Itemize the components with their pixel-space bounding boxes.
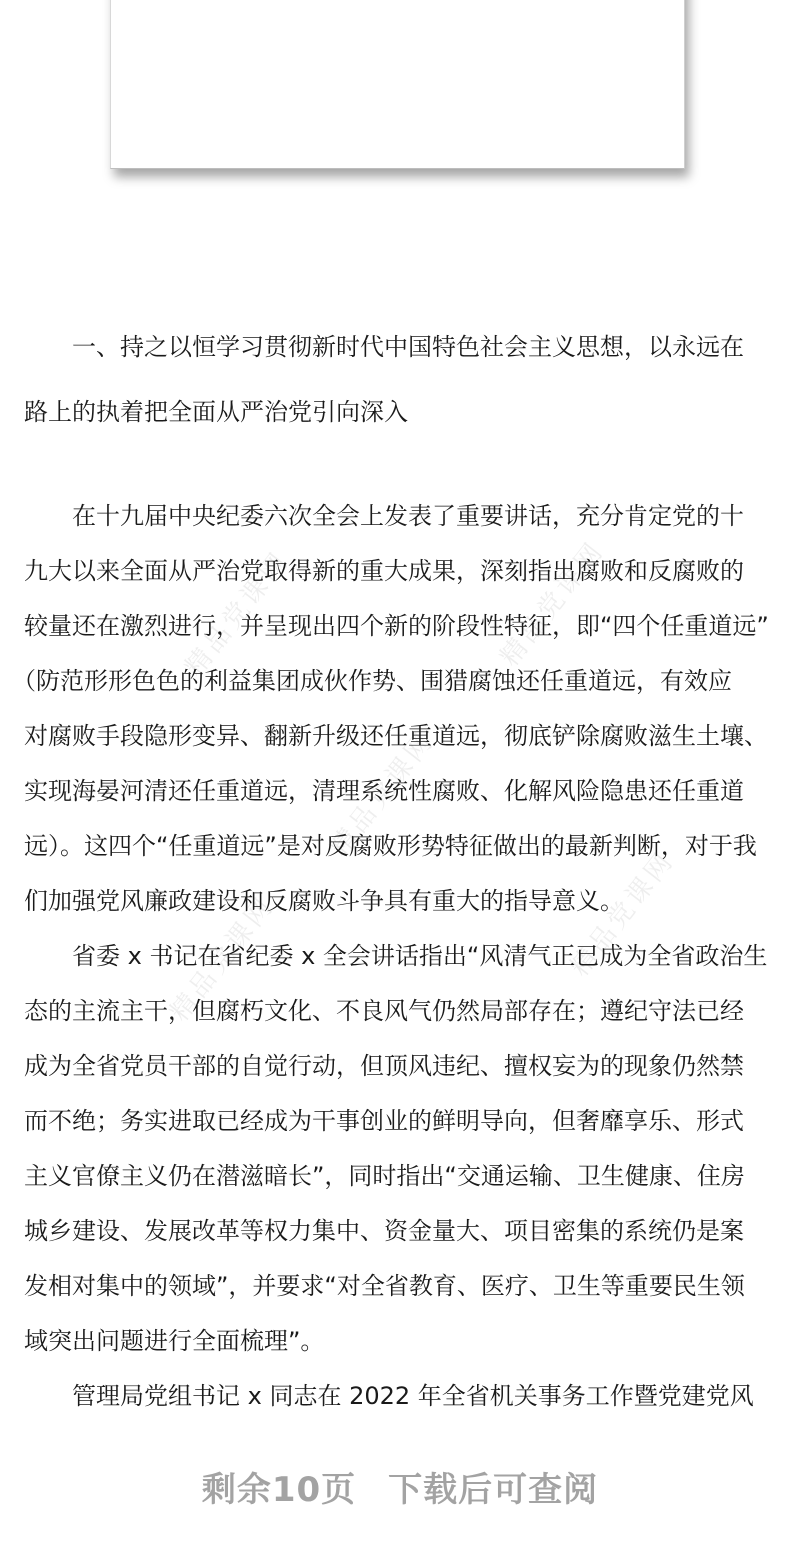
watermark: 精品党课网 [324, 725, 441, 863]
paragraph-line: 九大以来全面从严治党取得新的重大成果，深刻指出腐败和反腐败的 [24, 557, 744, 585]
watermark: 精品党课网 [564, 845, 681, 983]
paragraph-line: 态的主流主干，但腐朽文化、不良风气仍然局部存在；遵纪守法已经 [24, 997, 744, 1025]
paragraph-line: 对腐败手段隐形变异、翻新升级还任重道远，彻底铲除腐败滋生土壤、 [24, 722, 768, 750]
paragraph-line: 主义官僚主义仍在潜滋暗长”，同时指出“交通运输、卫生健康、住房 [24, 1162, 745, 1190]
paragraph-line: 较量还在激烈进行，并呈现出四个新的阶段性特征，即“四个任重道远” [24, 612, 769, 640]
watermark: 精品党课网 [164, 890, 281, 1028]
paragraph-line: （防范形形色色的利益集团成伙作势、围猎腐蚀还任重道远，有效应 [12, 667, 732, 695]
paragraph-line: 成为全省党员干部的自觉行动，但顶风违纪、擅权妄为的现象仍然禁 [24, 1052, 744, 1080]
section-heading-line: 一、持之以恒学习贯彻新时代中国特色社会主义思想，以永远在 [72, 333, 744, 361]
paragraph-line: 们加强党风廉政建设和反腐败斗争具有重大的指导意义。 [24, 887, 624, 915]
section-heading-line: 路上的执着把全面从严治党引向深入 [24, 398, 408, 426]
watermark: 精品党课网 [179, 545, 296, 683]
previous-page-card [110, 0, 685, 169]
watermark: 精品党课网 [494, 535, 611, 673]
paragraph-line: 城乡建设、发展改革等权力集中、资金量大、项目密集的系统仍是案 [24, 1217, 744, 1245]
paragraph-line: 发相对集中的领域”，并要求“对全省教育、医疗、卫生等重要民生领 [24, 1272, 745, 1300]
paragraph-line: 域突出问题进行全面梳理”。 [24, 1327, 325, 1355]
remaining-pages-label: 剩余10页 [201, 1470, 357, 1510]
paragraph-line: 远）。这四个“任重道远”是对反腐败形势特征做出的最新判断，对于我 [24, 832, 757, 860]
paragraph-line: 实现海晏河清还任重道远，清理系统性腐败、化解风险隐患还任重道 [24, 777, 744, 805]
paragraph-line: 省委 x 书记在省纪委 x 全会讲话指出“风清气正已成为全省政治生 [72, 942, 768, 970]
paragraph-line: 管理局党组书记 x 同志在 2022 年全省机关事务工作暨党建党风 [72, 1382, 754, 1410]
download-hint-label: 下载后可查阅 [388, 1470, 599, 1510]
download-prompt[interactable] [0, 1468, 800, 1512]
paragraph-line: 在十九届中央纪委六次全会上发表了重要讲话，充分肯定党的十 [72, 502, 744, 530]
paragraph-line: 而不绝；务实进取已经成为干事创业的鲜明导向，但奢靡享乐、形式 [24, 1107, 744, 1135]
